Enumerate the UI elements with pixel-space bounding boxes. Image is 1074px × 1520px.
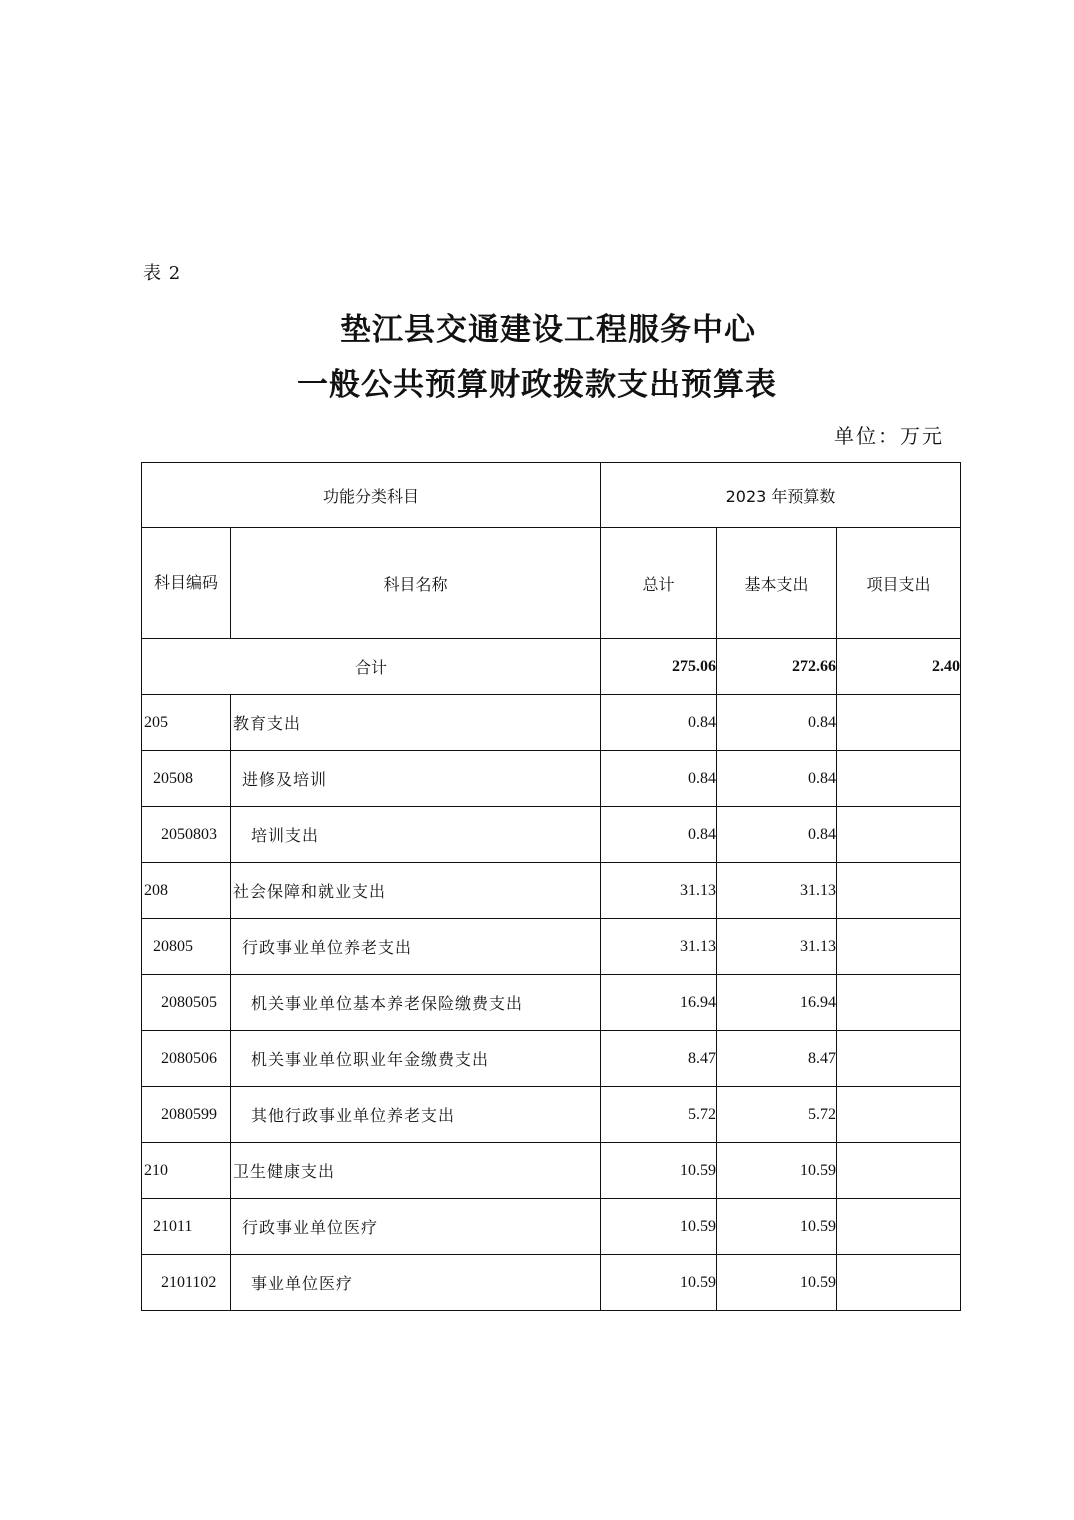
row-total: 10.59 [601, 1143, 717, 1199]
summary-basic: 272.66 [717, 639, 837, 695]
row-project [837, 975, 961, 1031]
header-project: 项目支出 [837, 528, 961, 639]
row-project [837, 1199, 961, 1255]
summary-total: 275.06 [601, 639, 717, 695]
row-code: 21011 [142, 1199, 231, 1255]
row-project [837, 695, 961, 751]
row-basic: 8.47 [717, 1031, 837, 1087]
row-name: 培训支出 [231, 807, 601, 863]
table-row [142, 751, 961, 807]
row-code: 2080599 [142, 1087, 231, 1143]
row-code: 205 [142, 695, 231, 751]
row-total: 31.13 [601, 919, 717, 975]
row-project [837, 863, 961, 919]
row-total: 10.59 [601, 1255, 717, 1311]
table-row [142, 807, 961, 863]
row-total: 16.94 [601, 975, 717, 1031]
summary-project: 2.40 [837, 639, 961, 695]
header-budget-year: 2023 年预算数 [601, 463, 961, 528]
row-basic: 31.13 [717, 919, 837, 975]
table-row [142, 1087, 961, 1143]
row-project [837, 1031, 961, 1087]
row-code: 2080506 [142, 1031, 231, 1087]
budget-table [141, 462, 961, 1311]
row-code: 20508 [142, 751, 231, 807]
row-basic: 0.84 [717, 807, 837, 863]
row-name: 教育支出 [231, 695, 601, 751]
row-name: 进修及培训 [231, 751, 601, 807]
row-code: 208 [142, 863, 231, 919]
row-project [837, 919, 961, 975]
row-basic: 10.59 [717, 1199, 837, 1255]
row-basic: 10.59 [717, 1255, 837, 1311]
row-code: 20805 [142, 919, 231, 975]
row-name: 其他行政事业单位养老支出 [231, 1087, 601, 1143]
row-basic: 31.13 [717, 863, 837, 919]
table-row [142, 1031, 961, 1087]
table-row [142, 1255, 961, 1311]
row-name: 行政事业单位养老支出 [231, 919, 601, 975]
summary-row [142, 639, 961, 695]
table-row [142, 1143, 961, 1199]
row-name: 卫生健康支出 [231, 1143, 601, 1199]
row-total: 31.13 [601, 863, 717, 919]
header-row-top [142, 463, 961, 528]
row-name: 行政事业单位医疗 [231, 1199, 601, 1255]
table-row [142, 975, 961, 1031]
row-project [837, 807, 961, 863]
row-project [837, 1255, 961, 1311]
document-title-line1: 垫江县交通建设工程服务中心 [340, 312, 756, 348]
row-basic: 5.72 [717, 1087, 837, 1143]
row-total: 0.84 [601, 695, 717, 751]
row-code: 2080505 [142, 975, 231, 1031]
row-basic: 16.94 [717, 975, 837, 1031]
row-basic: 0.84 [717, 695, 837, 751]
row-total: 10.59 [601, 1199, 717, 1255]
table-row [142, 1199, 961, 1255]
row-total: 0.84 [601, 807, 717, 863]
row-project [837, 751, 961, 807]
row-total: 8.47 [601, 1031, 717, 1087]
header-code: 科目编码 [142, 528, 231, 639]
table-row [142, 695, 961, 751]
row-project [837, 1087, 961, 1143]
row-code: 210 [142, 1143, 231, 1199]
header-name: 科目名称 [231, 528, 601, 639]
document-title-line2: 一般公共预算财政拨款支出预算表 [297, 367, 777, 403]
table-row [142, 919, 961, 975]
row-total: 0.84 [601, 751, 717, 807]
table-row [142, 863, 961, 919]
row-name: 事业单位医疗 [231, 1255, 601, 1311]
row-name: 机关事业单位基本养老保险缴费支出 [231, 975, 601, 1031]
summary-label: 合计 [142, 639, 601, 695]
row-name: 社会保障和就业支出 [231, 863, 601, 919]
header-func-class: 功能分类科目 [142, 463, 601, 528]
row-basic: 0.84 [717, 751, 837, 807]
unit-label: 单位：万元 [834, 424, 944, 448]
header-row-sub [142, 528, 961, 639]
row-project [837, 1143, 961, 1199]
header-total: 总计 [601, 528, 717, 639]
row-total: 5.72 [601, 1087, 717, 1143]
row-name: 机关事业单位职业年金缴费支出 [231, 1031, 601, 1087]
row-basic: 10.59 [717, 1143, 837, 1199]
row-code: 2101102 [142, 1255, 231, 1311]
table-number: 表 2 [143, 263, 182, 284]
header-basic: 基本支出 [717, 528, 837, 639]
row-code: 2050803 [142, 807, 231, 863]
